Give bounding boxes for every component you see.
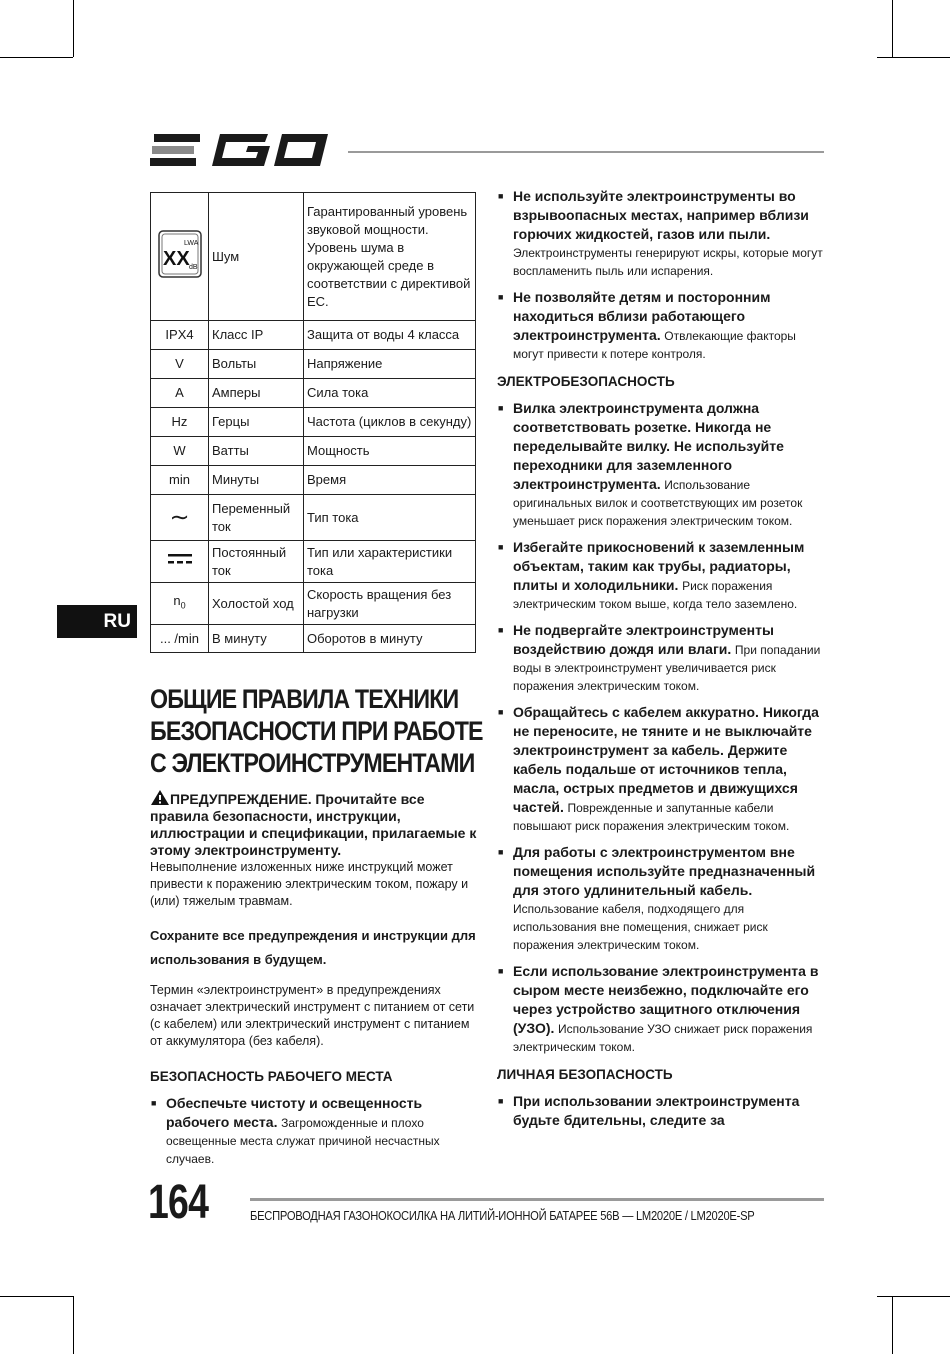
- symbol-cell: V: [151, 350, 209, 379]
- item-lead: Избегайте прикосновений к заземленным объектам, таким как трубы, радиаторы, плиты и холодильники.: [513, 539, 805, 593]
- symbol-cell: ... /min: [151, 625, 209, 653]
- item-text: Использование оригинальных вилок и соответствующих им розеток уменьшает риск поражения электрическим током.: [513, 478, 803, 528]
- list-item: [497, 187, 827, 280]
- item-lead: Не позволяйте детям и посторонним находиться вблизи работающего электроинструмента.: [513, 289, 771, 343]
- symbol-name: В минуту: [209, 625, 304, 653]
- table-row: [151, 321, 476, 350]
- symbol-cell: A: [151, 379, 209, 408]
- list-item: [497, 843, 827, 954]
- header-rule: [348, 151, 824, 153]
- table-row: [151, 495, 476, 541]
- table-row: [151, 379, 476, 408]
- symbol-cell: Hz: [151, 408, 209, 437]
- warning-bold: Прочитайте все правила безопасности, инструкции, иллюстрации и спецификации, прилагаемые к этому электроинструменту.: [150, 791, 477, 858]
- list-item: [497, 703, 827, 835]
- table-row: [151, 541, 476, 583]
- section-title: ЛИЧНАЯ БЕЗОПАСНОСТЬ: [497, 1067, 673, 1082]
- item-text: Отвлекающие факторы могут привести к потере контроля.: [513, 329, 796, 361]
- symbol-description: Время: [304, 466, 476, 495]
- item-text: Использование УЗО снижает риск поражения электрическим током.: [513, 1022, 813, 1054]
- symbol-description: Тип тока: [304, 495, 476, 541]
- warning-block: [150, 789, 480, 910]
- language-tab: RU: [57, 605, 137, 638]
- table-row: [151, 193, 476, 321]
- symbol-name: Шум: [209, 193, 304, 321]
- table-row: [151, 625, 476, 653]
- item-lead: Обращайтесь с кабелем аккуратно. Никогда не переносите, не тяните и не выключайте электроинструмент за кабель. Держите кабель подальше от источников тепла, масла, острых предметов и движущихся частей.: [513, 704, 819, 815]
- footer-text: БЕСПРОВОДНАЯ ГАЗОНОКОСИЛКА НА ЛИТИЙ-ИОННОЙ БАТАРЕЕ 56В — LM2020E / LM2020E-SP: [250, 1208, 755, 1223]
- item-lead: Если использование электроинструмента в сыром месте неизбежно, подключайте его через устройство защитного отключения (УЗО).: [513, 963, 819, 1036]
- list-item: [497, 962, 827, 1056]
- symbol-description: Сила тока: [304, 379, 476, 408]
- footer-rule: [250, 1198, 824, 1201]
- symbol-description: Напряжение: [304, 350, 476, 379]
- item-lead: Не подвергайте электроинструменты воздействию дождя или влаги.: [513, 622, 774, 657]
- symbol-description: Скорость вращения без нагрузки: [304, 583, 476, 625]
- list-item: [497, 288, 827, 363]
- item-lead: Для работы с электроинструментом вне помещения используйте предназначенный для этого удлинительный кабель.: [513, 844, 816, 898]
- symbols-table: [150, 192, 476, 653]
- section-title: БЕЗОПАСНОСТЬ РАБОЧЕГО МЕСТА: [150, 1069, 393, 1084]
- sound-power-icon: [157, 229, 203, 279]
- symbol-name: Вольты: [209, 350, 304, 379]
- symbol-description: Мощность: [304, 437, 476, 466]
- symbol-cell: ∼: [151, 495, 209, 541]
- list-item: [150, 1094, 480, 1168]
- keep-instructions: Сохраните все предупреждения и инструкции для использования в будущем.: [150, 928, 476, 967]
- main-heading-line: ОБЩИЕ ПРАВИЛА ТЕХНИКИ: [150, 684, 459, 714]
- list-item: [497, 538, 827, 613]
- table-row: [151, 408, 476, 437]
- symbol-description: Гарантированный уровень звуковой мощности. Уровень шума в окружающей среде в соответствии с директивой ЕС.: [304, 193, 476, 321]
- direct-current-icon: [167, 552, 193, 566]
- dc-symbol-cell: [151, 541, 209, 583]
- crop-mark: [73, 1296, 74, 1354]
- item-text: Электроинструменты генерируют искры, которые могут воспламенить пыль или испарения.: [513, 246, 823, 278]
- crop-mark: [0, 1296, 73, 1297]
- symbol-description: Защита от воды 4 класса: [304, 321, 476, 350]
- symbol-name: Амперы: [209, 379, 304, 408]
- symbol-description: Тип или характеристики тока: [304, 541, 476, 583]
- symbol-name: Минуты: [209, 466, 304, 495]
- table-row: [151, 437, 476, 466]
- item-text: При попадании воды в электроинструмент увеличивается риск поражения электрическим током.: [513, 643, 821, 693]
- electrical-list: [497, 399, 827, 1056]
- main-heading: [150, 683, 485, 779]
- table-row: [151, 583, 476, 625]
- item-lead: Не используйте электроинструменты во взрывоопасных местах, например вблизи горючих жидкостей, газов или пыли.: [513, 188, 809, 242]
- no-load-symbol-cell: $n_0$: [151, 583, 209, 625]
- noise-icon-top: LWA: [183, 240, 198, 247]
- noise-symbol-cell: [151, 193, 209, 321]
- work-area-list-continued: [497, 187, 827, 363]
- item-lead: При использовании электроинструмента будьте бдительны, следите за: [513, 1093, 800, 1128]
- crop-mark: [877, 57, 950, 58]
- list-item: [497, 621, 827, 695]
- warning-label: ПРЕДУПРЕЖДЕНИЕ.: [170, 791, 312, 807]
- symbol-description: Частота (циклов в секунду): [304, 408, 476, 437]
- noise-icon-main: XX: [162, 248, 190, 270]
- main-heading-line: БЕЗОПАСНОСТИ ПРИ РАБОТЕ: [150, 716, 483, 746]
- section-title: ЭЛЕКТРОБЕЗОПАСНОСТЬ: [497, 374, 675, 389]
- symbol-cell: W: [151, 437, 209, 466]
- item-text: Загроможденные и плохо освещенные места служат причиной несчастных случаев.: [166, 1116, 440, 1166]
- warning-icon: [150, 789, 170, 806]
- item-text: Использование кабеля, подходящего для использования вне помещения, снижает риск поражения электрическим током.: [513, 902, 768, 952]
- symbol-description: Оборотов в минуту: [304, 625, 476, 653]
- table-row: [151, 466, 476, 495]
- noise-icon-sub: dB: [188, 264, 198, 271]
- crop-mark: [892, 0, 893, 57]
- list-item: [497, 399, 827, 530]
- page-number: 164: [148, 1176, 209, 1229]
- symbol-name: Постоянный ток: [209, 541, 304, 583]
- crop-mark: [877, 1296, 950, 1297]
- symbol-name: Ватты: [209, 437, 304, 466]
- item-text: Поврежденные и запутанные кабели повышают риск поражения электрическим током.: [513, 801, 790, 833]
- symbol-name: Переменный ток: [209, 495, 304, 541]
- crop-mark: [0, 57, 73, 58]
- personal-list: [497, 1092, 827, 1130]
- main-heading-line: С ЭЛЕКТРОИНСТРУМЕНТАМИ: [150, 748, 475, 778]
- symbol-cell: min: [151, 466, 209, 495]
- warning-text: Невыполнение изложенных ниже инструкций может привести к поражению электрическим током, пожару и (или) тяжелым травмам.: [150, 860, 469, 908]
- term-definition: Термин «электроинструмент» в предупреждениях означает электрический инструмент с питанием от сети (с кабелем) или электрический инструмент с питанием от аккумулятора (без кабеля).: [150, 983, 475, 1048]
- symbol-cell: IPX4: [151, 321, 209, 350]
- right-column: [497, 187, 827, 1140]
- table-row: [151, 350, 476, 379]
- symbol-name: Герцы: [209, 408, 304, 437]
- left-column: [150, 683, 483, 1178]
- item-lead: Обеспечьте чистоту и освещенность рабочего места.: [166, 1095, 423, 1130]
- list-item: [497, 1092, 827, 1130]
- work-area-list: [150, 1094, 480, 1168]
- crop-mark: [892, 1296, 893, 1354]
- item-text: Риск поражения электрическим током выше, когда тело заземлено.: [513, 579, 798, 611]
- symbol-name: Холостой ход: [209, 583, 304, 625]
- symbol-name: Класс IP: [209, 321, 304, 350]
- item-lead: Вилка электроинструмента должна соответствовать розетке. Никогда не переделывайте вилку. Не используйте переходники для заземленного электроинструмента.: [513, 400, 784, 492]
- ego-logo: [150, 130, 330, 170]
- crop-mark: [73, 0, 74, 57]
